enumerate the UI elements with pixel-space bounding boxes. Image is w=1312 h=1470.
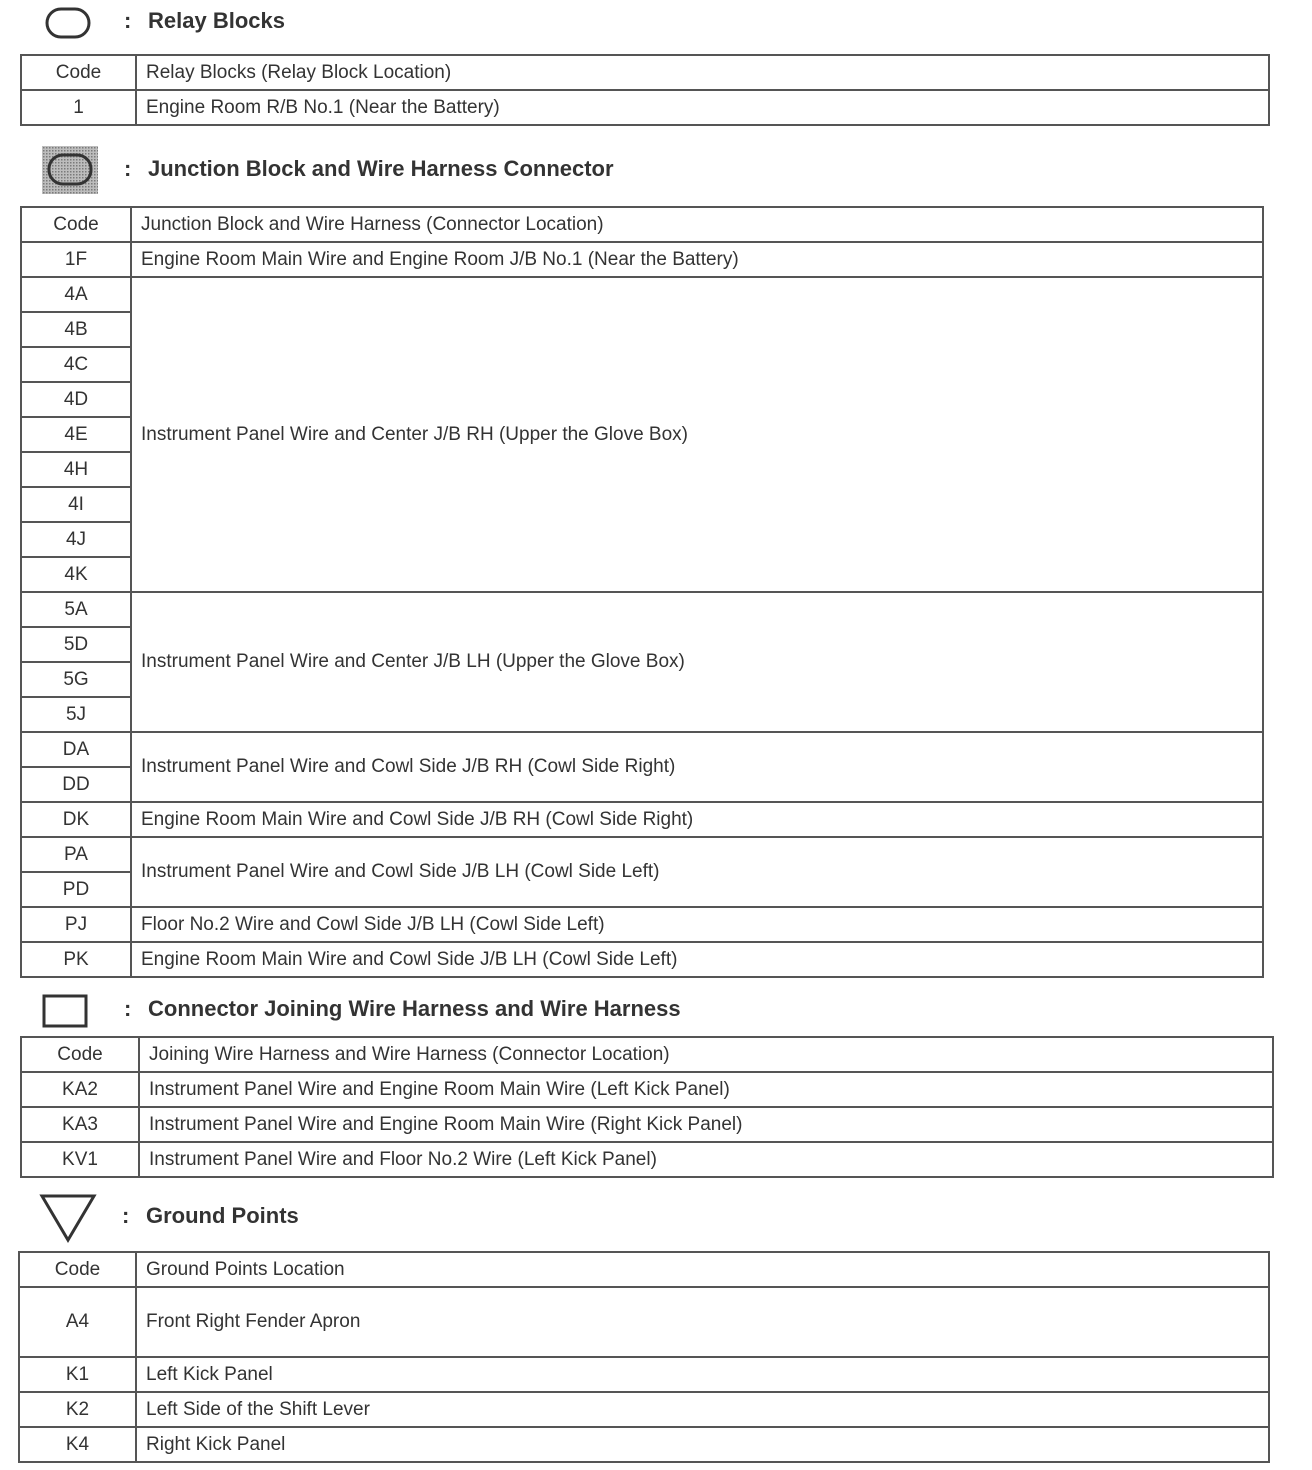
table-row	[19, 1392, 1269, 1427]
table-row	[21, 1107, 1273, 1142]
row-desc: Instrument Panel Wire and Floor No.2 Wire (Left Kick Panel)	[139, 1142, 1273, 1177]
ground-section-title: Ground Points	[146, 1203, 299, 1228]
table-row	[21, 90, 1269, 125]
row-desc: Engine Room Main Wire and Cowl Side J/B LH (Cowl Side Left)	[131, 942, 1263, 977]
row-code: PJ	[21, 907, 131, 942]
row-code: 5J	[21, 697, 131, 732]
connector-section-colon: :	[124, 996, 132, 1021]
row-code: 1	[21, 90, 136, 125]
row-desc: Left Side of the Shift Lever	[136, 1392, 1269, 1427]
row-desc: Instrument Panel Wire and Engine Room Main Wire (Left Kick Panel)	[139, 1072, 1273, 1107]
row-desc: Engine Room Main Wire and Cowl Side J/B RH (Cowl Side Right)	[131, 802, 1263, 837]
junction-block-symbol-icon	[40, 144, 100, 196]
junction-blocks-table	[20, 206, 1264, 978]
header-desc: Joining Wire Harness and Wire Harness (Connector Location)	[139, 1037, 1273, 1072]
row-code: A4	[19, 1287, 136, 1357]
row-code: PK	[21, 942, 131, 977]
table-row	[21, 277, 1263, 312]
relay-section-colon: :	[124, 8, 132, 33]
row-code: K4	[19, 1427, 136, 1462]
table-header-row	[21, 1037, 1273, 1072]
row-code: 4C	[21, 347, 131, 382]
row-code: PA	[21, 837, 131, 872]
row-code: 5D	[21, 627, 131, 662]
junction-section-title: Junction Block and Wire Harness Connector	[148, 156, 614, 181]
row-code: 4D	[21, 382, 131, 417]
header-desc: Relay Blocks (Relay Block Location)	[136, 55, 1269, 90]
row-code: DA	[21, 732, 131, 767]
connectors-table	[20, 1036, 1274, 1178]
row-code: KA3	[21, 1107, 139, 1142]
row-code: PD	[21, 872, 131, 907]
row-code: 4A	[21, 277, 131, 312]
table-row	[21, 592, 1263, 627]
row-desc: Engine Room Main Wire and Engine Room J/B No.1 (Near the Battery)	[131, 242, 1263, 277]
row-code: 4B	[21, 312, 131, 347]
table-row	[21, 907, 1263, 942]
ground-point-symbol-icon	[38, 1192, 98, 1246]
row-desc: Instrument Panel Wire and Cowl Side J/B LH (Cowl Side Left)	[131, 837, 1263, 907]
table-row	[19, 1287, 1269, 1357]
header-code: Code	[21, 55, 136, 90]
table-row	[21, 837, 1263, 872]
ground-section-colon: :	[122, 1203, 130, 1228]
table-header-row	[21, 55, 1269, 90]
header-desc: Junction Block and Wire Harness (Connector Location)	[131, 207, 1263, 242]
row-code: 4I	[21, 487, 131, 522]
table-row	[21, 732, 1263, 767]
row-code: K2	[19, 1392, 136, 1427]
junction-section-colon: :	[124, 156, 132, 181]
row-code: DK	[21, 802, 131, 837]
row-code: 4K	[21, 557, 131, 592]
row-code: DD	[21, 767, 131, 802]
header-desc: Ground Points Location	[136, 1252, 1269, 1287]
row-code: 5A	[21, 592, 131, 627]
table-header-row	[21, 207, 1263, 242]
table-row	[21, 1142, 1273, 1177]
table-row	[21, 802, 1263, 837]
table-row	[21, 942, 1263, 977]
table-row	[21, 242, 1263, 277]
row-desc: Instrument Panel Wire and Engine Room Main Wire (Right Kick Panel)	[139, 1107, 1273, 1142]
row-code: K1	[19, 1357, 136, 1392]
row-desc: Floor No.2 Wire and Cowl Side J/B LH (Cowl Side Left)	[131, 907, 1263, 942]
header-code: Code	[21, 207, 131, 242]
row-desc: Instrument Panel Wire and Cowl Side J/B RH (Cowl Side Right)	[131, 732, 1263, 802]
row-code: 5G	[21, 662, 131, 697]
row-code: 4E	[21, 417, 131, 452]
connector-symbol-icon	[40, 992, 90, 1030]
table-header-row	[19, 1252, 1269, 1287]
row-code: KA2	[21, 1072, 139, 1107]
table-row	[19, 1357, 1269, 1392]
row-desc: Right Kick Panel	[136, 1427, 1269, 1462]
row-code: 4H	[21, 452, 131, 487]
relay-section-title: Relay Blocks	[148, 8, 285, 33]
relay-blocks-table	[20, 54, 1270, 126]
row-desc: Left Kick Panel	[136, 1357, 1269, 1392]
table-row	[21, 1072, 1273, 1107]
table-row	[19, 1427, 1269, 1462]
row-desc: Instrument Panel Wire and Center J/B LH (Upper the Glove Box)	[131, 592, 1263, 732]
row-desc: Engine Room R/B No.1 (Near the Battery)	[136, 90, 1269, 125]
connector-section-title: Connector Joining Wire Harness and Wire Harness	[148, 996, 681, 1021]
row-code: 4J	[21, 522, 131, 557]
row-code: KV1	[21, 1142, 139, 1177]
header-code: Code	[21, 1037, 139, 1072]
relay-block-symbol-icon	[44, 4, 92, 42]
row-code: 1F	[21, 242, 131, 277]
row-desc: Instrument Panel Wire and Center J/B RH (Upper the Glove Box)	[131, 277, 1263, 592]
ground-points-table	[18, 1251, 1270, 1463]
row-desc: Front Right Fender Apron	[136, 1287, 1269, 1357]
header-code: Code	[19, 1252, 136, 1287]
